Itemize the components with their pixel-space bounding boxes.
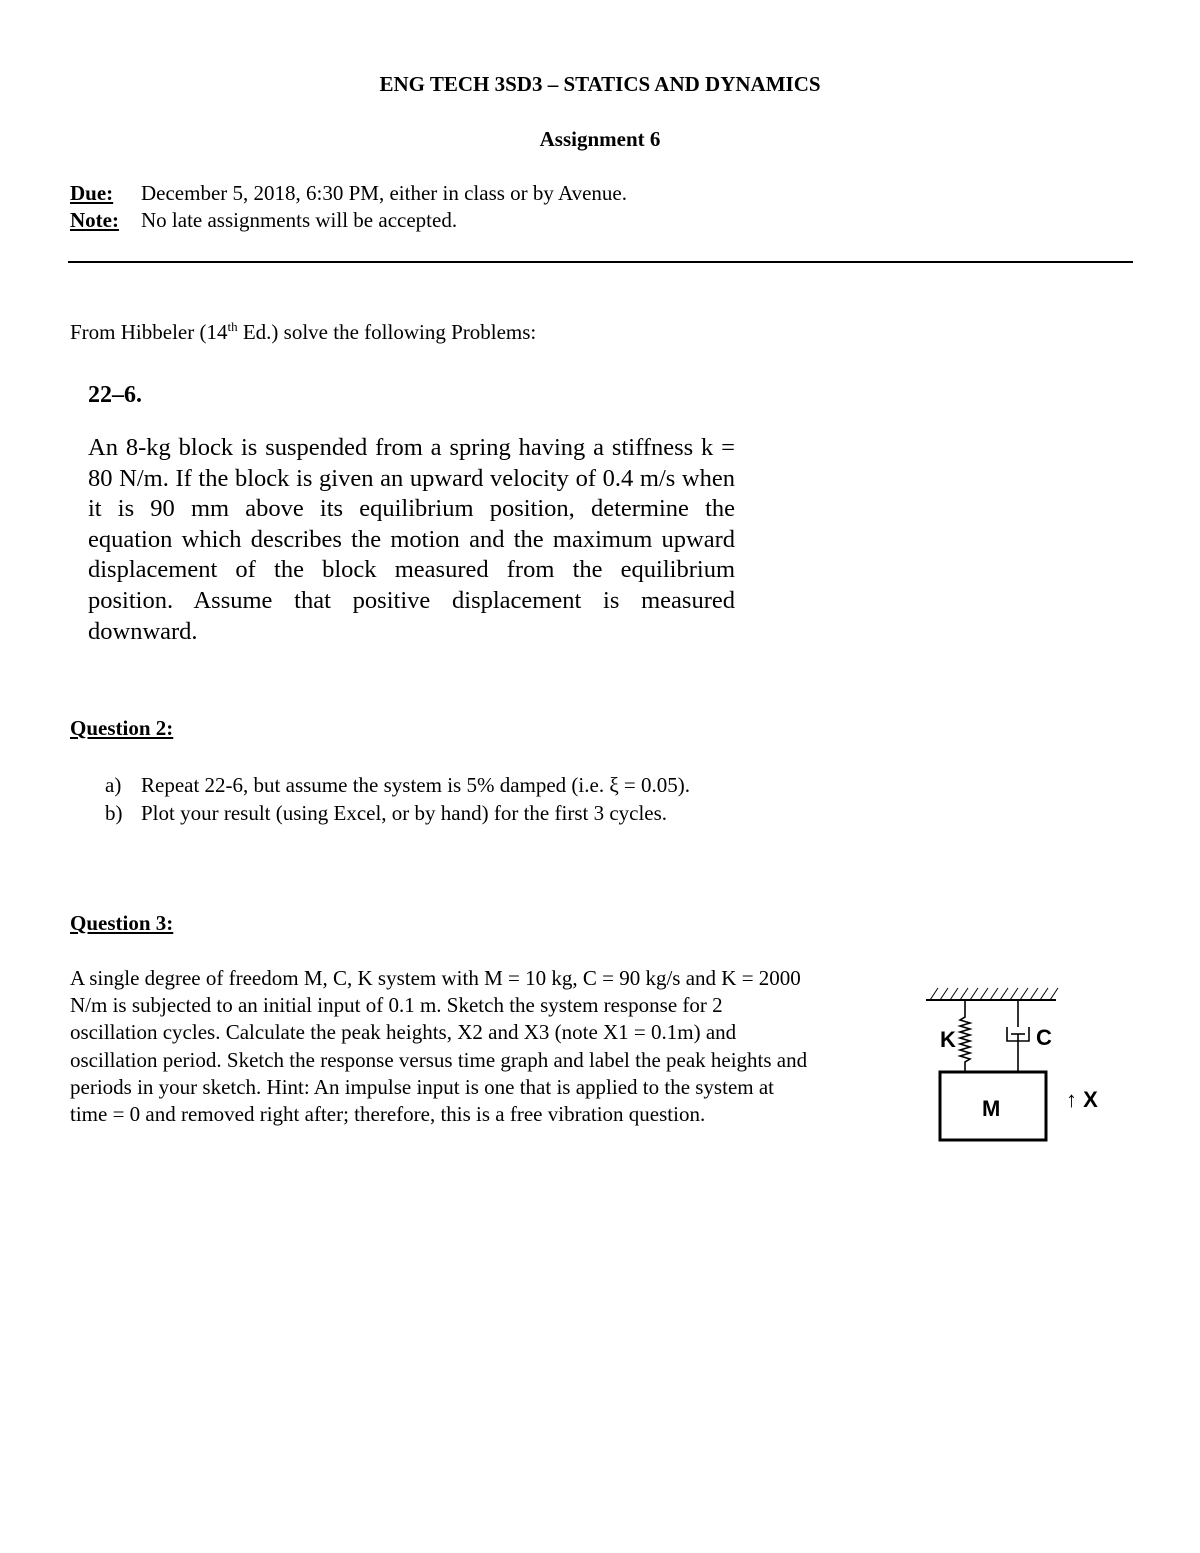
list-item-text: Plot your result (using Excel, or by hand) for the first 3 cycles. [141,801,668,825]
list-marker: b) [105,801,123,825]
intro-line [70,319,536,345]
text-line: oscillation period. Sketch the response versus time graph and label the peak heights and [70,1047,808,1072]
question3-heading: Question 3: [70,911,174,935]
spring-label: K [940,1027,956,1052]
ceiling-hatch [930,988,1058,1000]
list-item-text: Repeat 22-6, but assume the system is 5% damped (i.e. ξ = 0.05). [141,773,691,797]
text-line: oscillation cycles. Calculate the peak heights, X2 and X3 (note X1 = 0.1m) and [70,1020,737,1045]
text-line: A single degree of freedom M, C, K system with M = 10 kg, C = 90 kg/s and K = 2000 [70,966,801,990]
question2-heading: Question 2: [70,716,174,740]
damper [1007,1000,1029,1072]
problem-statement: An 8-kg block is suspended from a spring having a stiffness k = 80 N/m. If the block is given an upward velocity of 0.4 m/s when it is 90 mm above its equilibrium position, determine the equation which describes the motion and the maximum upward displacement of the block measured from the equilibrium position. Assume that positive displacement is measured downward. [88,434,735,645]
spring [960,1000,970,1072]
note-label: Note: [70,208,119,232]
text-line: periods in your sketch. Hint: An impulse input is one that is applied to the system at [70,1074,775,1099]
assignment-title: Assignment 6 [539,127,661,151]
due-text: December 5, 2018, 6:30 PM, either in class or by Avenue. [141,181,628,205]
intro-after: Ed.) solve the following Problems: [237,320,537,344]
note-row [70,208,457,233]
due-row [70,181,627,206]
mass-spring-damper-diagram [920,975,1140,1150]
intro-superscript: th [227,319,238,334]
horizontal-divider [68,261,1133,263]
problem-number: 22–6. [88,382,142,408]
question2-list [105,771,690,827]
list-item [105,799,690,827]
direction-label: ↑ X [1066,1087,1098,1112]
note-text: No late assignments will be accepted. [141,208,458,232]
mass-label: M [982,1096,1001,1121]
list-marker: a) [105,773,122,797]
due-label: Due: [70,181,114,205]
text-line: N/m is subjected to an initial input of 0.1 m. Sketch the system response for 2 [70,993,723,1018]
course-title: ENG TECH 3SD3 – STATICS AND DYNAMICS [379,72,821,96]
damper-label: C [1036,1025,1052,1050]
text-line: time = 0 and removed right after; therefore, this is a free vibration question. [70,1102,706,1127]
intro-before: From Hibbeler (14 [70,320,228,344]
list-item [105,771,690,799]
question3-text [70,965,900,1128]
